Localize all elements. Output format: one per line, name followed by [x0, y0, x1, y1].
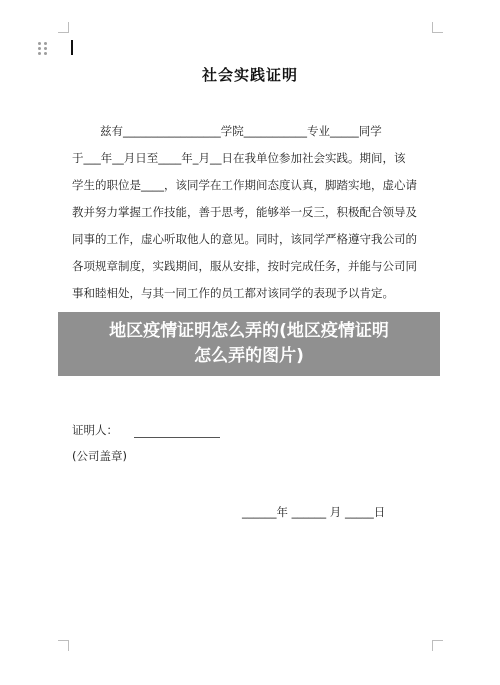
drag-handle-icon[interactable] [38, 42, 50, 56]
body-line: 事和睦相处，与其一同工作的员工都对该同学的表现予以肯定。 [72, 286, 394, 300]
crop-mark-top-left [58, 22, 69, 33]
signature-line [134, 427, 220, 438]
document-title: 社会实践证明 [201, 66, 298, 84]
overlay-banner [58, 312, 440, 376]
crop-mark-top-right [432, 22, 443, 33]
body-line: 兹有_________________学院___________专业_____同学 [100, 124, 382, 138]
body-line: 学生的职位是____，该同学在工作期间态度认真，脚踏实地，虚心请 [72, 178, 417, 192]
company-seal-label: (公司盖章) [72, 449, 127, 463]
date-line: ______年 ______ 月 _____日 [242, 505, 386, 519]
crop-mark-bottom-left [58, 640, 69, 651]
body-line: 于___年__月日至____年_月__日在我单位参加社会实践。期间，该 [72, 151, 406, 165]
body-line: 同事的工作，虚心听取他人的意见。同时，该同学严格遵守我公司的 [72, 232, 417, 246]
banner-line-2: 怎么弄的图片) [194, 346, 304, 366]
banner-line-1: 地区疫情证明怎么弄的(地区疫情证明 [109, 321, 389, 341]
text-cursor [71, 40, 73, 55]
document-body [72, 118, 442, 307]
body-line: 教并努力掌握工作技能，善于思考，能够举一反三，积极配合领导及 [72, 205, 417, 219]
signer-label: 证明人： [72, 423, 118, 437]
signer-row [72, 422, 220, 438]
body-line: 各项规章制度，实践期间，服从安排，按时完成任务，并能与公司同 [72, 259, 417, 273]
crop-mark-bottom-right [432, 640, 443, 651]
